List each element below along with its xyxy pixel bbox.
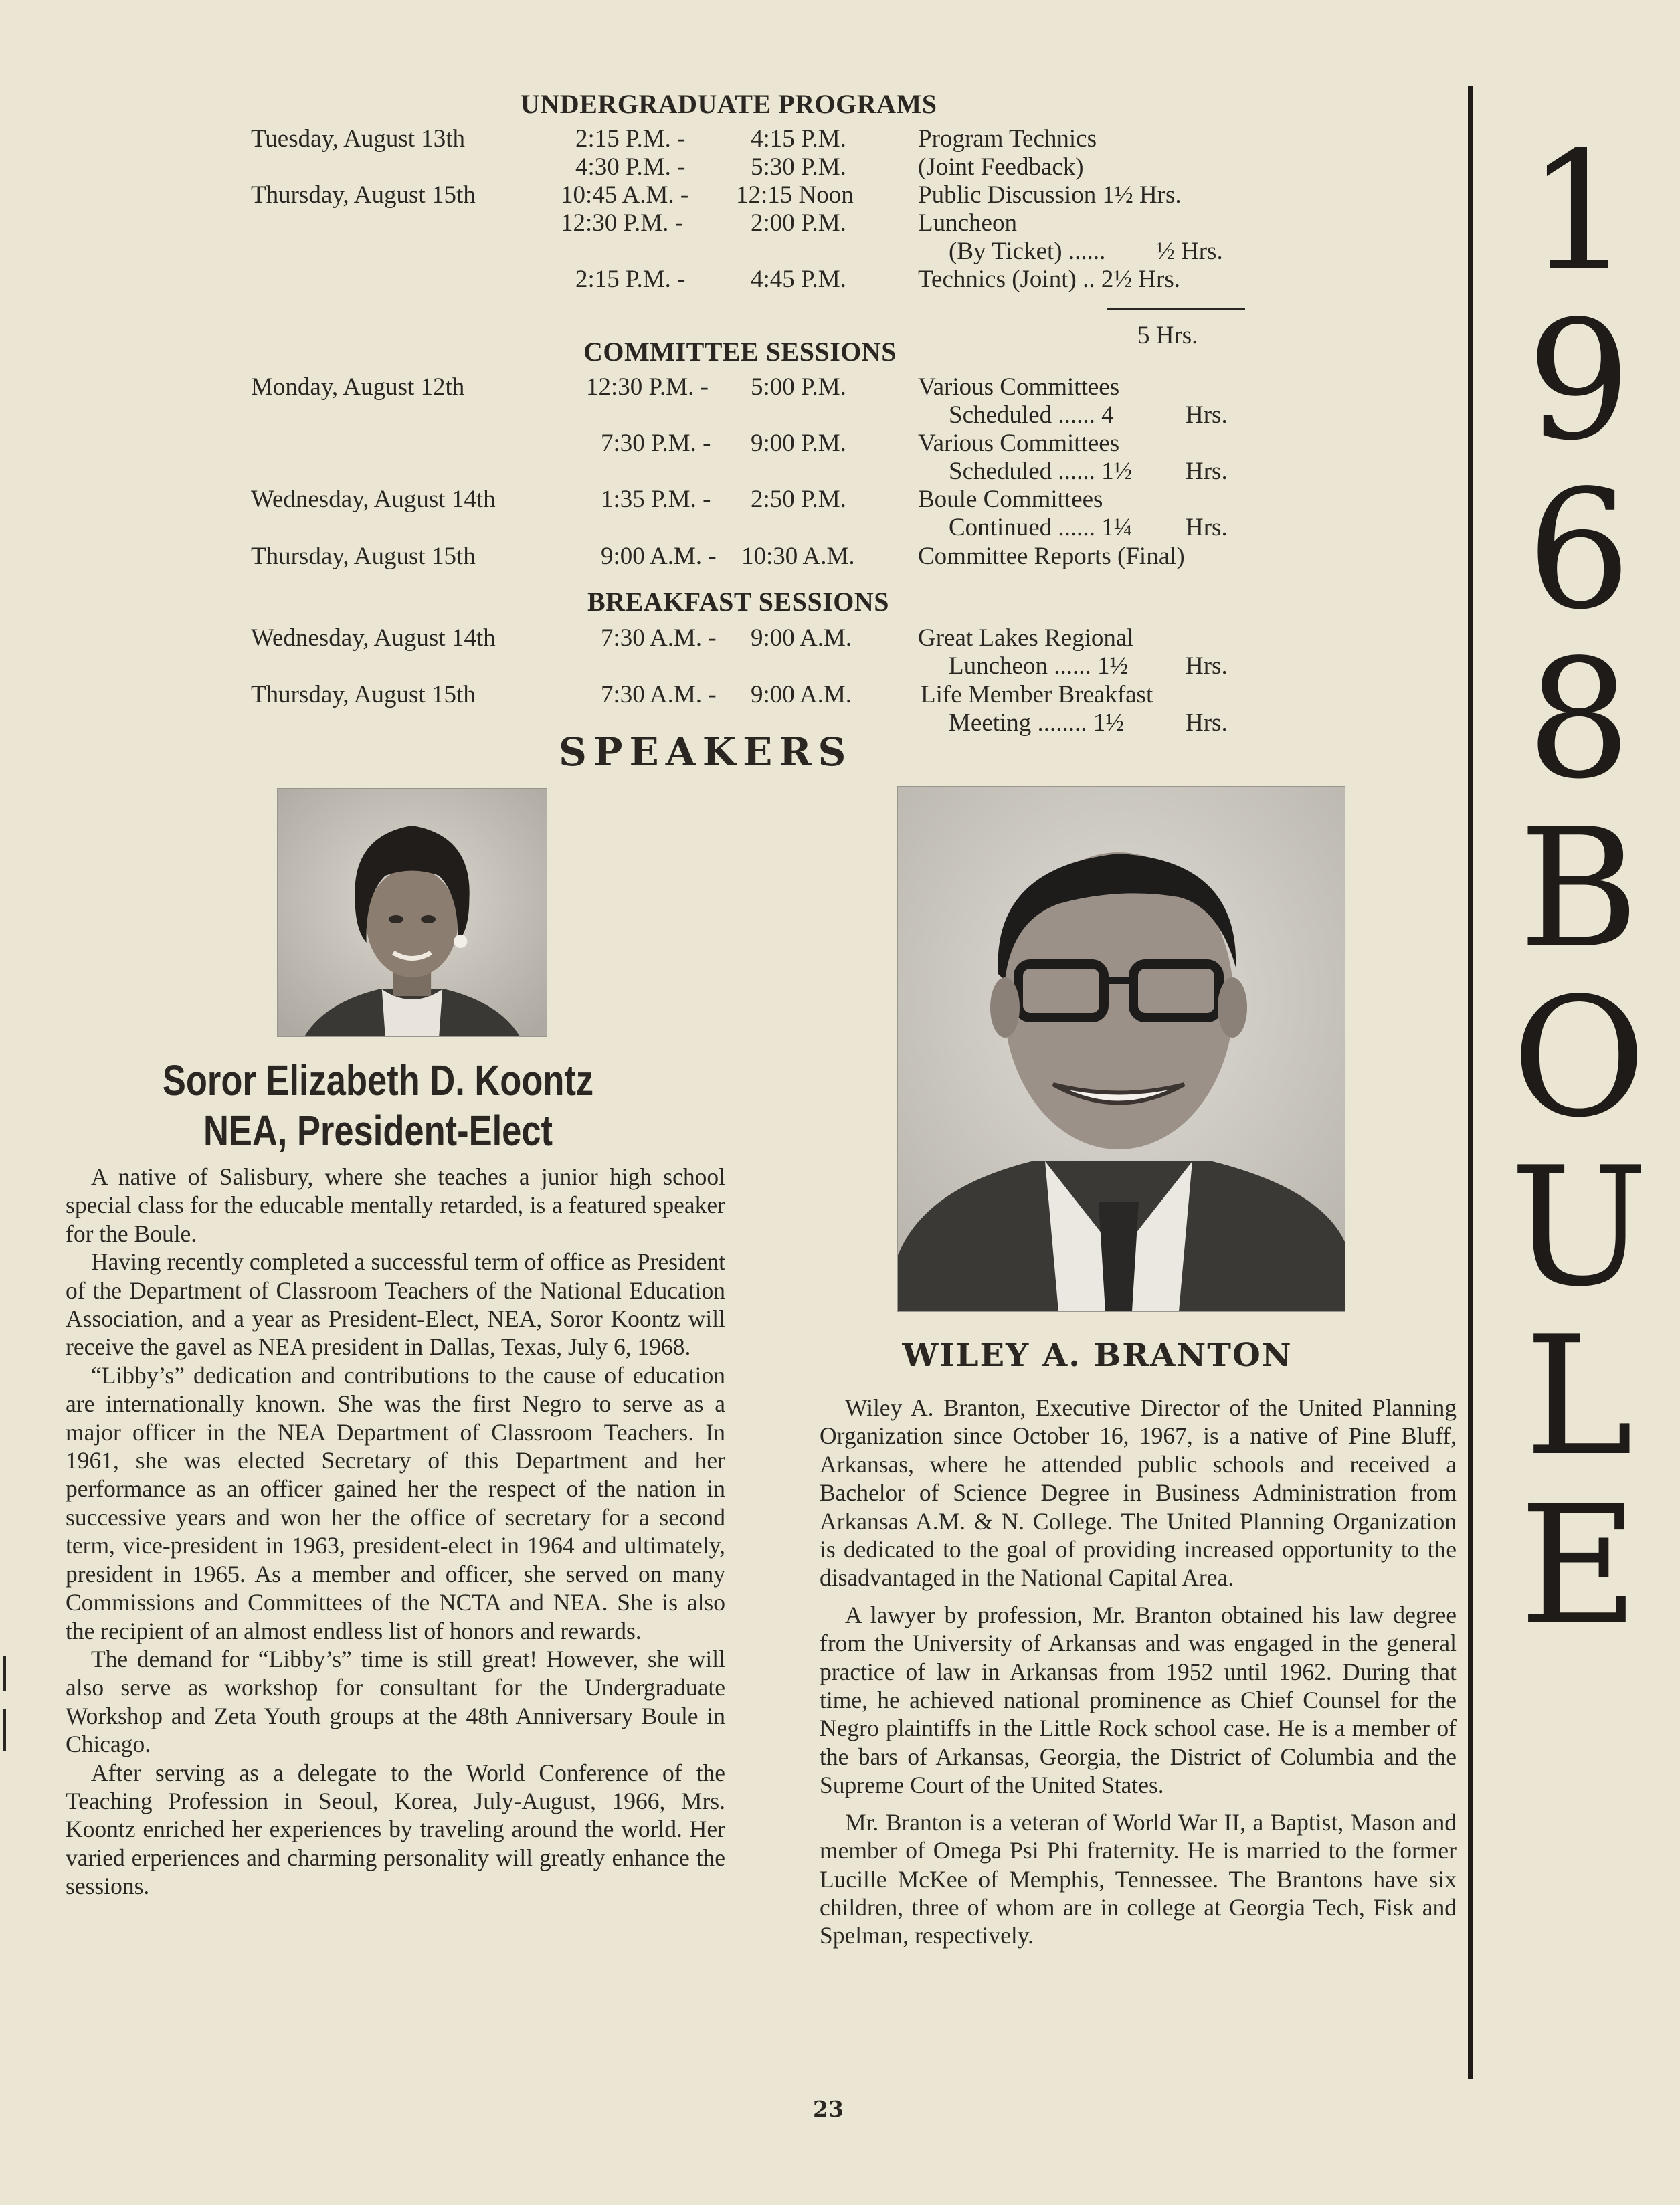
schedule-row [0,680,1271,710]
banner-letter: 9 [1527,286,1631,476]
row-start: 7:30 A.M. - [601,681,717,708]
schedule-row [0,513,1271,543]
row-end: 9:00 A.M. [751,681,852,708]
banner-letter: L [1524,1301,1634,1492]
bio-paragraph: Wiley A. Branton, Executive Director of the United Planning Organization since October 16, 1967, is a native of Pine Bluff, Arkansas, where he attended public schools and received a Bachelor of Science Degree in Business Administration from Arkansas A.M. & N. College. The United Planning Organization is dedicated to the goal of providing increased opportunity to the disadvantaged in the National Capital Area. [820,1394,1457,1592]
koontz-name: Soror Elizabeth D. Koontz [162,1056,594,1105]
bio-paragraph: Mr. Branton is a veteran of World War II, a Baptist, Mason and member of Omega Psi Phi fraternity. He is married to the former Lucille McKee of Memphis, Tennessee. The Brantons have six children, three of whom are in college at Georgia Tech, Fisk and Spelman, respectively. [820,1808,1457,1949]
row-desc: Luncheon [918,209,1017,237]
schedule-row [0,209,1271,238]
row-end: 2:50 P.M. [751,486,846,513]
row-sub: (By Ticket) ...... [949,237,1106,265]
row-start: 7:30 P.M. - [601,429,711,457]
margin-mark [3,1656,6,1691]
banner-letter: 8 [1527,624,1631,815]
row-desc: Life Member Breakfast [921,681,1153,708]
row-sub: Continued ...... 1¼ [949,514,1133,541]
bio-paragraph: “Libby’s” dedication and contributions to the cause of education are internationally known. She was the first Negro to serve as a major officer in the NEA Department of Classroom Teachers. In 1961, she was elected Secretary of this Department and her performance as an officer gained her the respect of the nation in successive years and won her the office of secretary for a second term, vice-president in 1963, president-elect in 1964 and ultimately, president in 1965. As a member and officer, she served on many Commissions and Committees of the NCTA and NEA. She is also the recipient of an almost endless list of honors and rewards. [66,1361,725,1644]
row-hrs: Hrs. [1186,652,1228,680]
row-sub: Luncheon ...... 1½ [949,652,1129,680]
row-desc: (Joint Feedback) [918,153,1084,181]
schedule-row [0,237,1271,266]
banner-letter: 6 [1527,455,1631,646]
row-day: Wednesday, August 14th [251,486,496,513]
row-hrs: Hrs. [1186,709,1228,737]
row-start: 2:15 P.M. - [575,125,686,153]
schedule-row [0,542,1271,571]
row-hrs: Hrs. [1186,458,1228,485]
schedule-row [0,153,1271,182]
row-hrs: Hrs. [1186,401,1228,429]
margin-mark [3,1709,6,1751]
row-hrs: ½ Hrs. [1156,237,1223,265]
schedule-row [0,624,1271,653]
row-desc: Committee Reports (Final) [918,543,1185,570]
row-desc: Various Committees [918,373,1120,401]
total-rule [1107,308,1245,310]
section-title-undergraduate: UNDERGRADUATE PROGRAMS [521,89,937,119]
bio-paragraph: The demand for “Libby’s” time is still great! However, she will also serve as workshop for consultant for the Undergraduate Workshop and Zeta Youth groups at the 48th Anniversary Boule in Chicago. [66,1645,725,1758]
vertical-title-1968-boule [1492,116,1666,1661]
schedule-row [0,429,1271,458]
banner-letter: U [1509,1132,1649,1323]
page-number: 23 [813,2096,844,2122]
schedule-row [0,401,1271,430]
row-desc: Technics (Joint) .. 2½ Hrs. [918,266,1181,293]
row-day: Tuesday, August 13th [251,125,466,153]
vertical-divider [1468,86,1473,2079]
koontz-bio [66,1163,725,1901]
schedule-row [0,652,1271,681]
total-hours: 5 Hrs. [1137,322,1198,349]
row-end: 9:00 A.M. [751,624,852,652]
row-start: 12:30 P.M. - [586,373,709,401]
banner-letter: O [1511,963,1647,1153]
branton-portrait-photo [897,786,1345,1312]
row-desc: Public Discussion 1½ Hrs. [918,181,1182,209]
banner-letter: E [1519,1470,1639,1661]
row-end: 4:45 P.M. [751,266,846,293]
branton-name-heading: WILEY A. BRANTON [902,1337,1293,1374]
section-title-breakfast: BREAKFAST SESSIONS [587,587,890,617]
branton-portrait-illustration [898,787,1345,1311]
schedule-row [0,181,1271,210]
row-day: Monday, August 12th [251,373,465,401]
row-start: 1:35 P.M. - [601,486,711,513]
row-end: 2:00 P.M. [751,209,846,237]
row-desc: Program Technics [918,125,1097,153]
banner-letter: B [1518,793,1640,984]
koontz-name-heading [123,1056,634,1156]
row-day: Thursday, August 15th [251,543,476,570]
row-start: 2:15 P.M. - [575,266,686,293]
bio-paragraph: Having recently completed a successful term of office as President of the Department of Classroom Teachers of the National Education Association, and a year as President-Elect, NEA, Soror Koontz will receive the gavel as NEA president in Dallas, Texas, July 6, 1968. [66,1248,725,1361]
row-desc: Great Lakes Regional [918,624,1134,652]
koontz-title: NEA, President-Elect [203,1107,553,1155]
schedule-row [0,457,1271,486]
row-sub: Meeting ........ 1½ [949,709,1125,737]
schedule-row [0,485,1271,514]
branton-bio [820,1394,1457,1959]
row-desc: Boule Committees [918,486,1103,513]
row-sub: Scheduled ...... 4 [949,401,1114,429]
row-hrs: Hrs. [1186,514,1228,541]
banner-letter: 1 [1527,116,1631,307]
row-day: Thursday, August 15th [251,181,476,209]
bio-paragraph: A native of Salisbury, where she teaches a junior high school special class for the educable mentally retarded, is a featured speaker for the Boule. [66,1163,725,1247]
row-start: 9:00 A.M. - [601,543,717,570]
row-end: 12:15 Noon [736,181,854,209]
bio-paragraph: A lawyer by profession, Mr. Branton obtained his law degree from the University of Arkansas and was engaged in the general practice of law in Arkansas from 1952 until 1962. During that time, he achieved national prominence as Chief Counsel for the Negro plaintiffs in the Little Rock school case. He is a member of the bars of Arkansas, Georgia, the District of Columbia and the Supreme Court of the United States. [820,1601,1457,1799]
row-day: Thursday, August 15th [251,681,476,708]
row-end: 5:30 P.M. [751,153,846,181]
row-end: 4:15 P.M. [751,125,846,153]
section-title-committee: COMMITTEE SESSIONS [583,337,897,367]
row-end: 9:00 P.M. [751,429,846,457]
koontz-portrait-illustration [278,789,547,1036]
speakers-heading: SPEAKERS [559,729,853,775]
row-start: 10:45 A.M. - [561,181,689,209]
row-sub: Scheduled ...... 1½ [949,458,1133,485]
schedule-row [0,373,1271,402]
row-end: 10:30 A.M. [741,543,855,570]
schedule-row [0,124,1271,154]
schedule-row [0,265,1271,294]
bio-paragraph: After serving as a delegate to the World Conference of the Teaching Profession in Seoul, Korea, July-August, 1966, Mrs. Koontz enriched her experiences by traveling around the world. Her varied erperiences and charming personality will greatly enhance the sessions. [66,1759,725,1900]
row-desc: Various Committees [918,429,1120,457]
koontz-portrait-photo [277,788,547,1037]
row-start: 7:30 A.M. - [601,624,717,652]
row-end: 5:00 P.M. [751,373,846,401]
row-start: 4:30 P.M. - [575,153,686,181]
row-day: Wednesday, August 14th [251,624,496,652]
row-start: 12:30 P.M. - [561,209,683,237]
